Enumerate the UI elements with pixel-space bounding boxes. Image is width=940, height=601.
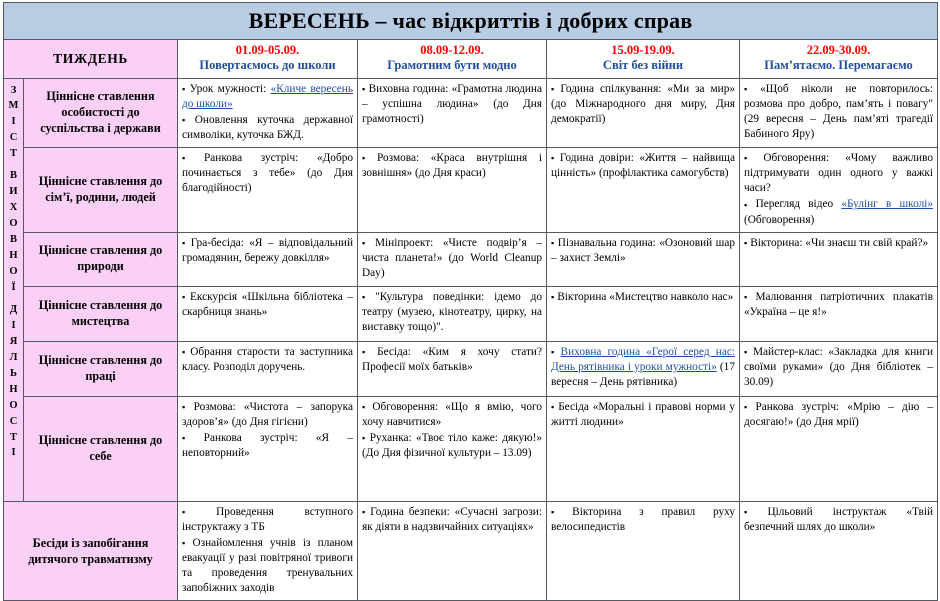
activity-list [744, 400, 933, 430]
period-theme: Грамотним бути модно [387, 58, 517, 73]
period-dates: 15.09-19.09. [611, 43, 675, 57]
activity-item: ▪ Година спілкування: «Ми за мир» (до Міжнародного дня миру, Дня демократії) [551, 82, 735, 125]
activity-cell [178, 148, 358, 233]
period-dates: 01.09-05.09. [235, 43, 300, 57]
bullet-icon: ▪ [362, 83, 366, 94]
activity-cell [178, 286, 358, 341]
period-theme: Пам’ятаємо. Перемагаємо [764, 58, 913, 73]
activity-item: ▪ Бесіда «Моральні і правові норми у житті людини» [551, 400, 735, 428]
bullet-icon: ▪ [182, 153, 201, 164]
activity-list [362, 400, 542, 462]
activity-cell [178, 232, 358, 286]
activity-list [551, 290, 735, 305]
row-label: Ціннісне ставлення до мистецтва [24, 286, 178, 341]
activity-list [182, 151, 353, 196]
table-row [4, 232, 938, 286]
bullet-icon: ▪ [744, 507, 765, 517]
activity-cell [358, 501, 547, 601]
activity-item: ▪ Розмова: «Краса внутрішня і зовнішня» (до Дня краси) [362, 152, 542, 180]
activity-cell [740, 232, 938, 286]
activity-item: ▪ Виховна година: «Грамотна людина – успішна людина» (до Дня грамотності) [362, 82, 542, 125]
activity-list [362, 236, 542, 281]
activity-link[interactable]: «Кличе вересень до школи» [182, 82, 353, 110]
activity-cell [358, 286, 547, 341]
table-row [4, 286, 938, 341]
header-row [4, 40, 938, 79]
activity-list [182, 345, 353, 375]
activity-list [182, 290, 353, 320]
activity-list [744, 151, 933, 228]
header-period-1 [178, 40, 358, 79]
activity-list [744, 345, 933, 390]
activity-cell [547, 501, 740, 601]
activity-item: ▪ Обговорення: «Чому важливо підтримувати один одного у важкі часи? [744, 152, 934, 195]
bullet-icon: ▪ [744, 83, 758, 94]
activity-cell [547, 232, 740, 286]
bullet-icon: ▪ [182, 402, 191, 412]
row-label: Ціннісне ставлення до сім’ї, родини, людей [24, 148, 178, 233]
bullet-icon: ▪ [362, 402, 370, 412]
bullet-icon: ▪ [362, 292, 373, 302]
table-row-safety [4, 501, 938, 601]
activity-cell [740, 501, 938, 601]
bullet-icon: ▪ [744, 402, 753, 412]
activity-cell [358, 78, 547, 148]
activity-cell [740, 286, 938, 341]
activity-cell [740, 78, 938, 148]
activity-item: ▪ Бесіда: «Ким я хочу стати? Професії моїх батьків» [362, 345, 542, 373]
activity-item: ▪ "Культура поведінки: ідемо до театру (музею, кінотеатру, цирку, на виставку тощо)". [362, 290, 542, 333]
activity-item: ▪ Ранкова зустріч: «Мрію – дію – досягаю!» (до Дня мрії) [744, 400, 934, 428]
page-title-cell [4, 3, 938, 40]
activity-list [362, 345, 542, 375]
safety-row-label: Бесіди із запобігання дитячого травматизму [4, 501, 178, 601]
period-theme: Світ без війни [602, 58, 684, 73]
bullet-icon: ▪ [744, 153, 761, 164]
activity-item: ▪ Пізнавальна година: «Озоновий шар – захист Землі» [551, 236, 735, 264]
bullet-icon: ▪ [182, 347, 188, 357]
vertical-section-label: З М І С Т В И Х О В Н О Ї Д І Я Л Ь Н О С Т І [4, 78, 24, 501]
bullet-icon: ▪ [362, 347, 375, 357]
activity-list [182, 82, 353, 144]
row-label: Ціннісне ставлення до природи [24, 232, 178, 286]
activity-list [362, 82, 542, 127]
activity-list [744, 505, 933, 535]
activity-item: ▪ Малювання патріотичних плакатів «Україна – це я!» [744, 290, 934, 318]
activity-link[interactable]: Виховна година «Герої серед нас: День рятівника і уроки мужності» [551, 345, 735, 373]
header-period-2 [358, 40, 547, 79]
bullet-icon: ▪ [182, 292, 187, 302]
activity-item: ▪ Година безпеки: «Сучасні загрози: як діяти в надзвичайних ситуаціях» [362, 505, 542, 533]
bullet-icon: ▪ [744, 292, 753, 302]
page-title: ВЕРЕСЕНЬ – час відкриттів і добрих справ [248, 8, 693, 34]
activity-cell [740, 341, 938, 396]
activity-item: ▪ Мініпроект: «Чисте подвір’я – чиста планета!» (до World Cleanup Day) [362, 236, 542, 279]
bullet-icon: ▪ [362, 238, 372, 248]
bullet-icon: ▪ [551, 238, 555, 248]
activity-item: ▪ Перегляд відео «Булінг в школі» (Обговорення) [744, 198, 934, 226]
row-label: Ціннісне ставлення особистості до суспільства і держави [24, 78, 178, 148]
bullet-icon: ▪ [551, 402, 556, 412]
bullet-icon: ▪ [551, 347, 558, 357]
bullet-icon: ▪ [551, 153, 557, 164]
activity-item: ▪ Руханка: «Твоє тіло каже: дякую!» (До Дня фізичної культури – 13.09) [362, 431, 542, 459]
bullet-icon: ▪ [551, 292, 555, 302]
activity-list [551, 345, 735, 390]
row-label: Ціннісне ставлення до праці [24, 341, 178, 396]
period-dates: 08.09-12.09. [420, 43, 484, 57]
row-label: Ціннісне ставлення до себе [24, 396, 178, 501]
activity-cell [547, 341, 740, 396]
activity-item: ▪ Гра-бесіда: «Я – відповідальний громадянин, бережу довкілля» [182, 236, 353, 264]
bullet-icon: ▪ [744, 199, 753, 210]
activity-list [551, 505, 735, 535]
activity-cell [547, 286, 740, 341]
activity-cell [740, 148, 938, 233]
activity-list [551, 400, 735, 430]
activity-list [362, 505, 542, 535]
bullet-icon: ▪ [182, 83, 187, 94]
table-row [4, 341, 938, 396]
bullet-icon: ▪ [362, 153, 375, 164]
header-period-4 [740, 40, 938, 79]
bullet-icon: ▪ [551, 83, 558, 94]
bullet-icon: ▪ [362, 433, 367, 444]
bullet-icon: ▪ [182, 538, 190, 549]
activity-list [182, 505, 353, 597]
activity-list [744, 82, 933, 143]
activity-item: ▪ Майстер-клас: «Закладка для книги своїми руками» (до Дня бібліотек – 30.09) [744, 345, 934, 388]
activity-cell [740, 396, 938, 501]
activity-item: ▪ Вікторина з правил руху велосипедистів [551, 505, 735, 533]
activity-item: ▪ Вікторина: «Чи знаєш ти свій край?» [744, 236, 929, 249]
activity-cell [178, 501, 358, 601]
activity-item: ▪ Вікторина «Мистецтво навколо нас» [551, 290, 734, 303]
bullet-icon: ▪ [182, 115, 192, 126]
title-row [4, 3, 938, 40]
activity-link[interactable]: «Булінг в школі» [841, 198, 934, 211]
period-theme: Повертаємось до школи [199, 58, 336, 73]
activity-item: ▪ Урок мужності: «Кличе вересень до школи» [182, 82, 353, 110]
activity-list [182, 400, 353, 462]
activity-cell [358, 396, 547, 501]
bullet-icon: ▪ [182, 238, 188, 248]
activity-cell [178, 396, 358, 501]
activity-item: ▪ «Щоб ніколи не повторилось: розмова про добро, пам’ять і повагу" (29 вересня – День пам’яті трагедії Бабиного Яру) [744, 82, 934, 140]
plan-body [4, 78, 938, 601]
bullet-icon: ▪ [744, 238, 748, 248]
activity-cell [358, 341, 547, 396]
activity-cell [358, 148, 547, 233]
header-week-label: ТИЖДЕНЬ [4, 40, 178, 79]
activity-item: ▪ Ранкова зустріч: «Я – неповторний» [182, 431, 353, 459]
activity-cell [547, 148, 740, 233]
activity-item: ▪ Обговорення: «Що я вмію, чого хочу навчитися» [362, 400, 542, 428]
header-period-3 [547, 40, 740, 79]
activity-list [362, 290, 542, 335]
activity-list [744, 290, 933, 320]
activity-cell [358, 232, 547, 286]
activity-list [182, 236, 353, 266]
activity-item: ▪ Оновлення куточка державної символіки, куточка БЖД. [182, 113, 353, 141]
activity-item: ▪ Година довіри: «Життя – найвища цінність» (профілактика самогубств) [551, 152, 735, 180]
activity-item: ▪ Екскурсія «Шкільна бібліотека – скарбниця знань» [182, 290, 353, 318]
bullet-icon: ▪ [362, 507, 368, 517]
activity-list [551, 82, 735, 127]
activity-item: ▪ Виховна година «Герої серед нас: День рятівника і уроки мужності» (17 вересня – День рятівника) [551, 345, 735, 388]
monthly-plan-table [3, 2, 938, 601]
activity-cell [178, 341, 358, 396]
activity-list [362, 151, 542, 181]
activity-item: ▪ Цільовий інструктаж «Твій безпечний шлях до школи» [744, 505, 934, 533]
activity-item: ▪ Проведення вступного інструктажу з ТБ [182, 505, 353, 533]
bullet-icon: ▪ [744, 347, 750, 357]
activity-cell [547, 78, 740, 148]
activity-item: ▪ Розмова: «Чистота – запорука здоров’я» (до Дня гігієни) [182, 400, 353, 428]
table-row [4, 148, 938, 233]
table-row [4, 396, 938, 501]
activity-cell [178, 78, 358, 148]
activity-item: ▪ Ознайомлення учнів із планом евакуації у разі повітряної тривоги та проведення тренувальних запобіжних заходів [182, 536, 353, 595]
activity-list [551, 236, 735, 266]
table-row [4, 78, 938, 148]
activity-list [744, 236, 933, 251]
bullet-icon: ▪ [551, 507, 570, 517]
bullet-icon: ▪ [182, 433, 201, 444]
activity-item: ▪ Ранкова зустріч: «Добро починається з тебе» (до Дня благодійності) [182, 152, 353, 195]
activity-item: ▪ Обрання старости та заступника класу. Розподіл доручень. [182, 345, 353, 373]
bullet-icon: ▪ [182, 507, 214, 517]
activity-cell [547, 396, 740, 501]
activity-list [551, 151, 735, 181]
period-dates: 22.09-30.09. [806, 43, 871, 57]
